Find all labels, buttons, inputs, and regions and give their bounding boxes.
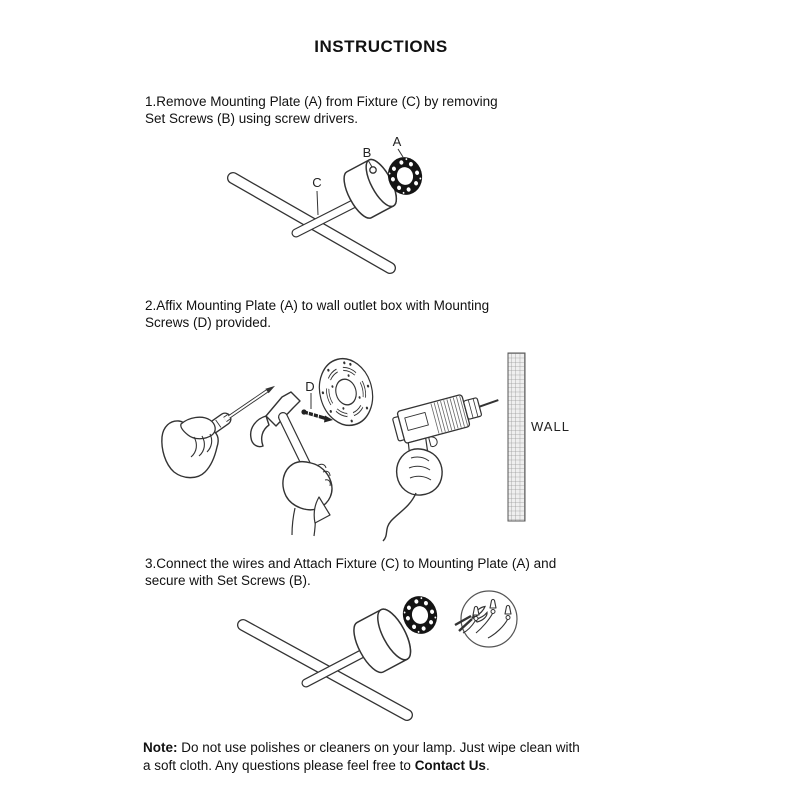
label-a: A [392,134,402,149]
step-2-text [145,297,489,331]
step-3-diagram [230,586,530,728]
care-note [143,739,580,774]
step-3-line-1: 3.Connect the wires and Attach Fixture (C) to Mounting Plate (A) and [145,556,557,571]
step-1-line-1: 1.Remove Mounting Plate (A) from Fixture (C) by removing [145,94,498,109]
set-screw-hole [370,167,376,173]
note-text-2: a soft cloth. Any questions please feel free to [143,757,411,773]
mounting-plate-large [312,353,380,432]
note-period: . [485,757,490,773]
step-1-text [145,93,498,127]
note-label: Note: [143,740,178,755]
label-d: D [305,379,315,394]
step-2-line-1: 2.Affix Mounting Plate (A) to wall outlet box with Mounting [145,298,490,313]
wall [508,353,525,521]
step-3-text [145,555,556,589]
step-1-line-2: Set Screws (B) using screw drivers. [145,111,359,126]
hand-with-hammer [251,392,332,536]
wall-label: WALL [531,419,570,434]
hand-with-drill [383,386,514,541]
page-title: INSTRUCTIONS [314,37,448,56]
step-1-diagram [215,125,485,285]
label-b: B [362,145,372,160]
step-2-diagram [150,345,580,545]
step-3-line-2: secure with Set Screws (B). [145,573,311,588]
label-c: C [312,175,322,190]
note-text-1: Do not use polishes or cleaners on your lamp. Just wipe clean with [181,740,580,755]
contact-us-link: Contact Us [414,757,486,773]
step-2-line-2: Screws (D) provided. [145,315,272,330]
power-cord [383,493,416,541]
